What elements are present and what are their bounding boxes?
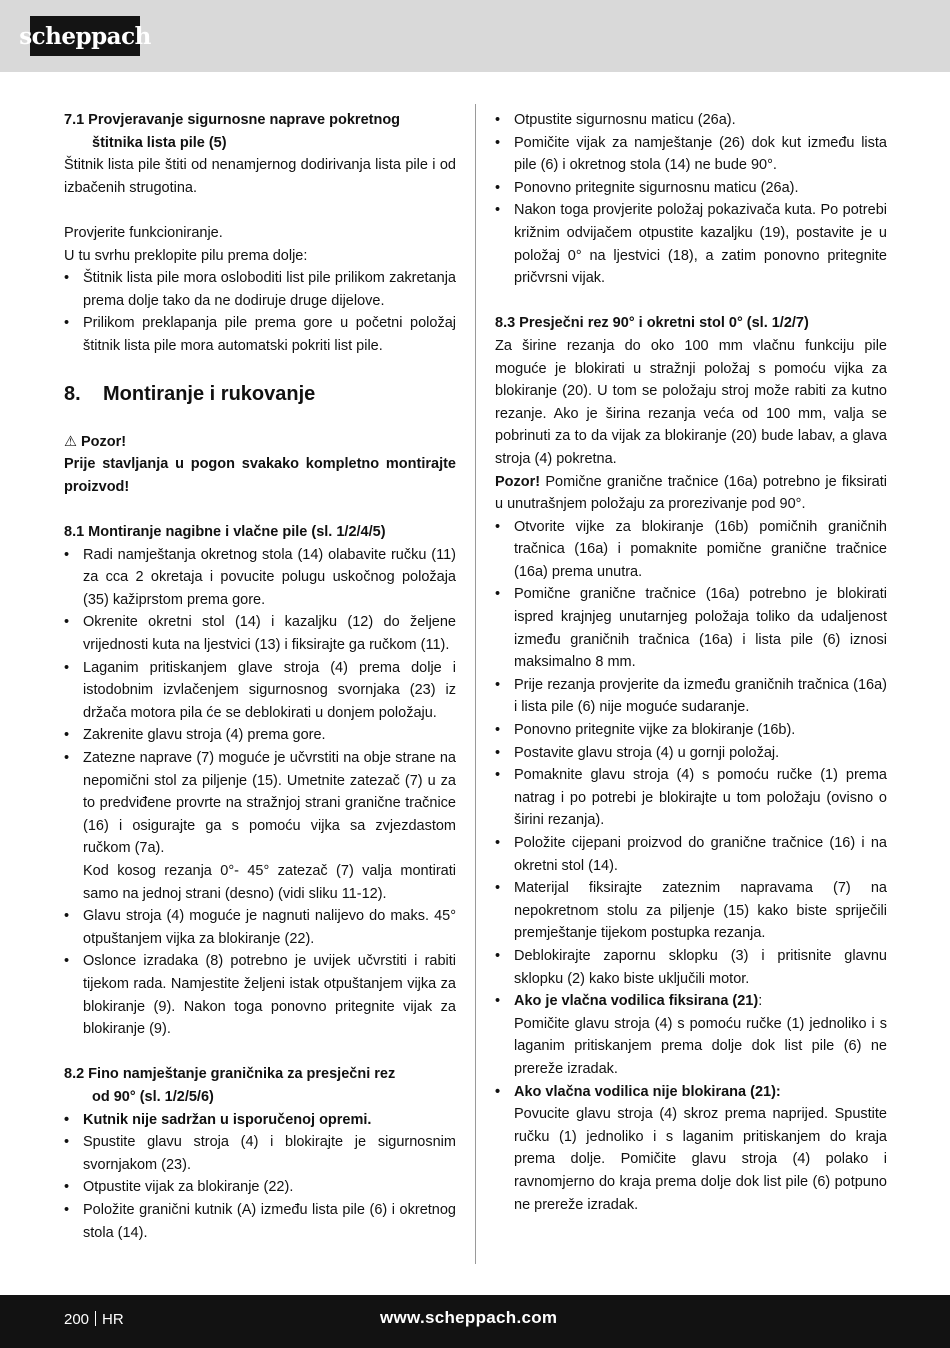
list-item: • Laganim pritiskanjem glave stroja (4) prema dolje i istodobnim izvlačenjem sigurnosnog svornjaka (23) iz držača motora pila će se deblokirati u donjem položaju. — [64, 657, 456, 725]
caution-text: Pomične granične tračnice (16a) potrebno je fiksirati u unutrašnjem položaju za prorezivanje pod 90°. — [495, 473, 887, 513]
section-7-1-instruction: U tu svrhu preklopite pilu prema dolje: — [64, 247, 308, 264]
warning-icon: ⚠ — [64, 433, 77, 450]
list-item: • Nakon toga provjerite položaj pokazivača kuta. Po potrebi križnim odvijačem otpustite kazaljku (19), postavite je u položaj 0° na ljestvici (18), a zatim ponovno pritegnite pričvrsni vijak. — [495, 199, 887, 289]
section-7-1-intro: Štitnik lista pile štiti od nenamjernog dodirivanja lista pile i od izbačenih strugotina. — [64, 157, 456, 196]
section-7-1-list — [64, 267, 456, 357]
list-item: • Pomične granične tračnice (16a) potrebno je blokirati ispred krajnjeg unutarnjeg položaja toliko da udaljenost između graničnih tračnica (16a) i lista pile (6) iznosi maksimalno 8 mm. — [495, 583, 887, 673]
footer-bar — [0, 1295, 950, 1348]
warning-text: Prije stavljanja u pogon svakako kompletno montirajte proizvod! — [64, 456, 456, 495]
caution-label: Pozor! — [495, 473, 541, 490]
warning-heading — [64, 431, 456, 454]
section-8-3-caution — [495, 471, 887, 516]
list-item: • Oslonce izradaka (8) potrebno je uvijek učvrstiti i rabiti tijekom rada. Namjestite željeni istak otpuštanjem vijka za blokiranje (9). Nakon toga ponovno pritegnite vijak za blokiranje (9). — [64, 950, 456, 1040]
list-item: • Deblokirajte zapornu sklopku (3) i pritisnite glavnu sklopku (2) kako biste uključili motor. — [495, 945, 887, 990]
list-item: • Položite cijepani proizvod do granične tračnice (16) i na okretni stol (14). — [495, 832, 887, 877]
list-item: • Otpustite vijak za blokiranje (22). — [64, 1176, 456, 1199]
column-divider — [475, 104, 476, 1264]
list-item: • Prilikom preklapanja pile prema gore u početni položaj štitnik lista pile mora automatski pokriti list pile. — [64, 312, 456, 357]
language-code: HR — [102, 1311, 124, 1328]
list-item: • Postavite glavu stroja (4) u gornji položaj. — [495, 742, 887, 765]
list-item: • Pomaknite glavu stroja (4) s pomoću ručke (1) prema natrag i po potrebi je blokirajte u tom položaju (ovisno o širini rezanja). — [495, 764, 887, 832]
section-8-1-list — [64, 544, 456, 860]
list-item: • Glavu stroja (4) moguće je nagnuti nalijevo do maks. 45° otpuštanjem vijka za blokiranje (22). — [64, 905, 456, 950]
section-8-2-title: 8.2 Fino namještanje graničnika za presječni rez — [64, 1066, 396, 1083]
section-8-3-intro: Za širine rezanja do oko 100 mm vlačnu funkciju pile moguće je blokirati u stražnji položaj s pomoću vijka za blokiranje (20). U tom se položaju stroj može rabiti za kutno rezanje. Ako je širina rezanja veća od 100 mm, valja se pobrinuti za to da vijak za blokiranje (20) bude labav, a glava stroja (4) pokretna. — [495, 337, 887, 467]
fixed-guide-colon: : — [758, 993, 763, 1010]
check-function-label: Provjerite funkcioniranje. — [64, 224, 223, 241]
page-separator — [95, 1311, 96, 1326]
list-item: • Okrenite okretni stol (14) i kazaljku (12) do željene vrijednosti kuta na ljestvici (13) i fiksirajte ga ručkom (11). — [64, 611, 456, 656]
list-item-bold: • Kutnik nije sadržan u isporučenoj opremi. — [64, 1109, 456, 1132]
unlocked-guide-list — [495, 1081, 887, 1104]
section-8-number: 8. — [64, 383, 81, 406]
list-item: • Otpustite sigurnosnu maticu (26a). — [495, 109, 887, 132]
section-8-3-list — [495, 516, 887, 1013]
fixed-guide-label: Ako je vlačna vodilica fiksirana (21) — [514, 993, 759, 1010]
website-url: www.scheppach.com — [380, 1308, 558, 1327]
section-7-1-title: 7.1 Provjeravanje sigurnosne naprave pokretnog — [64, 112, 401, 128]
fixed-guide-text: Pomičite glavu stroja (4) s pomoću ručke (1) jednoliko i s laganim pritiskanjem prema dolje dok list pile (6) ne prereže izradak. — [514, 1015, 887, 1077]
header-bar — [0, 0, 950, 72]
page-number-value: 200 — [64, 1311, 90, 1328]
list-item: • Prije rezanja provjerite da između graničnih tračnica (16a) i lista pile (6) nije moguće sudaranje. — [495, 674, 887, 719]
section-8-1-list-cont — [64, 905, 456, 1041]
unlocked-guide-text: Povucite glavu stroja (4) skroz prema naprijed. Spustite ručku (1) jednoliko i s laganim pritiskanjem do kraja prema dolje. Pomičite glavu stroja (4) polako i ravnomjerno do kraja prema dolje dok list pile (6) potpuno ne prereže izradak. — [514, 1106, 887, 1213]
section-8-1-title: 8.1 Montiranje nagibne i vlačne pile (sl. 1/2/4/5) — [64, 524, 386, 541]
warning-title: Pozor! — [81, 433, 127, 450]
list-item: • Položite granični kutnik (A) između lista pile (6) i okretnog stola (14). — [64, 1199, 456, 1244]
list-item: • Spustite glavu stroja (4) i blokirajte je sigurnosnim svornjakom (23). — [64, 1131, 456, 1176]
list-item: • Ponovno pritegnite vijke za blokiranje (16b). — [495, 719, 887, 742]
list-item: • Ponovno pritegnite sigurnosnu maticu (26a). — [495, 177, 887, 200]
section-8-2-title-cont: od 90° (sl. 1/2/5/6) — [92, 1088, 214, 1105]
list-item: • Pomičite vijak za namještanje (26) dok kut između lista pile (6) i okretnog stola (14) ne bude 90°. — [495, 132, 887, 177]
section-8-2-list — [64, 1109, 456, 1245]
section-7-1-title-cont: štitnika lista pile (5) — [92, 134, 227, 151]
section-8-3-title: 8.3 Presječni rez 90° i okretni stol 0° (sl. 1/2/7) — [495, 315, 809, 332]
list-item: • Otvorite vijke za blokiranje (16b) pomičnih graničnih tračnica (16a) i pomaknite pomične granične tračnice (16a) prema unutra. — [495, 516, 887, 584]
list-item-unlocked-guide: • Ako vlačna vodilica nije blokirana (21): — [495, 1081, 887, 1104]
page-number — [64, 1311, 124, 1328]
list-item-fixed-guide — [495, 990, 887, 1013]
left-column — [64, 109, 456, 1244]
section-8-2-list-cont — [495, 109, 887, 290]
list-item: • Radi namještanja okretnog stola (14) olabavite ručku (11) za cca 2 okretaja i povucite polugu uskočnog položaja (35) kažiprstom prema gore. — [64, 544, 456, 612]
list-item: • Zakrenite glavu stroja (4) prema gore. — [64, 724, 456, 747]
section-8-title: Montiranje i rukovanje — [103, 383, 316, 406]
oblique-cut-note: Kod kosog rezanja 0°- 45° zatezač (7) valja montirati samo na jednoj strani (desno) (vidi sliku 11-12). — [83, 863, 456, 902]
list-item: • Zatezne naprave (7) moguće je učvrstiti na obje strane na nepomični stol za piljenje (15). Umetnite zatezač (7) u za to predviđene provrte na stražnjoj strani granične tračnice (16) i osigurajte ga s pomoću vijka sa zvjezdastom ručkom (7a). — [64, 747, 456, 860]
list-item: • Materijal fiksirajte zateznim napravama (7) na nepokretnom stolu za piljenje (15) kako biste spriječili premještanje tijekom postupka rezanja. — [495, 877, 887, 945]
scheppach-logo: scheppach — [30, 16, 140, 56]
right-column — [495, 109, 887, 1216]
list-item: • Štitnik lista pile mora osloboditi list pile prilikom zakretanja prema dolje tako da ne dodiruje druge dijelove. — [64, 267, 456, 312]
section-8-heading — [64, 380, 456, 408]
